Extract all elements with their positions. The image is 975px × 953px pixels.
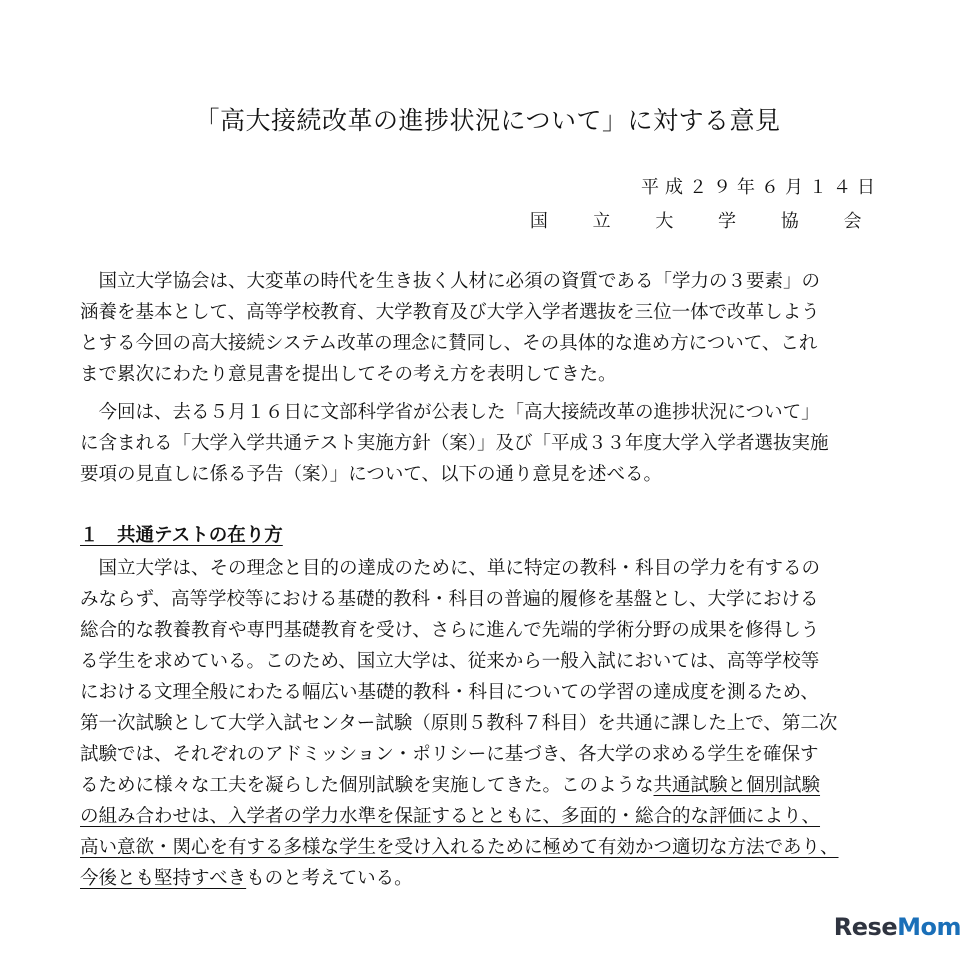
paragraph-line: 要項の見直しに係る予告（案）」について、以下の通り意見を述べる。 (80, 464, 663, 485)
paragraph-line: とする今回の高大接続システム改革の理念に賛同し、その具体的な進め方について、これ (80, 333, 818, 354)
underlined-text: 共通試験と個別試験 (653, 775, 821, 796)
section-1-paragraph (80, 553, 900, 894)
paragraph-line (80, 770, 900, 801)
paragraph-line: 今回は、去る５月１６日に文部科学省が公表した「高大接続改革の進捗状況について」 (80, 402, 820, 423)
paragraph-line: まで累次にわたり意見書を提出してその考え方を表明してきた。 (80, 364, 617, 385)
document-date: 平成２９年６月１４日 (641, 177, 881, 198)
paragraph-line: 涵養を基本として、高等学校教育、大学教育及び大学入学者選抜を三位一体で改革しよう (80, 302, 820, 323)
line-text: ものと考えている。 (246, 868, 413, 889)
paragraph-line: における文理全般にわたる幅広い基礎的教科・科目についての学習の達成度を測るため、 (80, 682, 819, 703)
logo-text-part2: Mom (897, 913, 961, 941)
section-1-heading: １ 共通テストの在り方 (80, 525, 283, 546)
underlined-text: 今後とも堅持すべき (80, 868, 247, 889)
resemom-logo (834, 913, 961, 941)
line-text: るために様々な工夫を凝らした個別試験を実施してきた。このような (80, 775, 654, 796)
underlined-line: の組み合わせは、入学者の学力水準を保証するとともに、多面的・総合的な評価により、 (80, 806, 821, 827)
paragraph-line: 総合的な教養教育や専門基礎教育を受け、さらに進んで先端的学術分野の成果を修得しう (80, 620, 820, 641)
underlined-line: 高い意欲・関心を有する多様な学生を受け入れるために極めて有効かつ適切な方法であり、 (80, 837, 839, 858)
paragraph-line: みならず、高等学校等における基礎的教科・科目の普遍的履修を基盤とし、大学における (80, 589, 819, 610)
paragraph-line: 国立大学は、その理念と目的の達成のために、単に特定の教科・科目の学力を有するの (80, 558, 821, 579)
paragraph-line: に含まれる「大学入学共通テスト実施方針（案）」及び「平成３３年度大学入学者選抜実施 (80, 433, 829, 454)
intro-paragraph (80, 266, 900, 390)
document-title: 「高大接続改革の進捗状況について」に対する意見 (194, 106, 781, 135)
paragraph-line: る学生を求めている。このため、国立大学は、従来から一般入試においては、高等学校等 (80, 651, 820, 672)
paragraph-line: 第一次試験として大学入試センター試験（原則５教科７科目）を共通に課した上で、第二次 (80, 713, 838, 734)
paragraph-line: 国立大学協会は、大変革の時代を生き抜く人材に必須の資質である「学力の３要素」の (80, 271, 821, 292)
logo-text-part1: Rese (833, 913, 898, 941)
document-organization: 国 立 大 学 協 会 (529, 211, 881, 232)
paragraph-line: 試験では、それぞれのアドミッション・ポリシーに基づき、各大学の求める学生を確保す (80, 744, 819, 765)
paragraph-line (80, 863, 900, 894)
second-paragraph (80, 397, 900, 490)
